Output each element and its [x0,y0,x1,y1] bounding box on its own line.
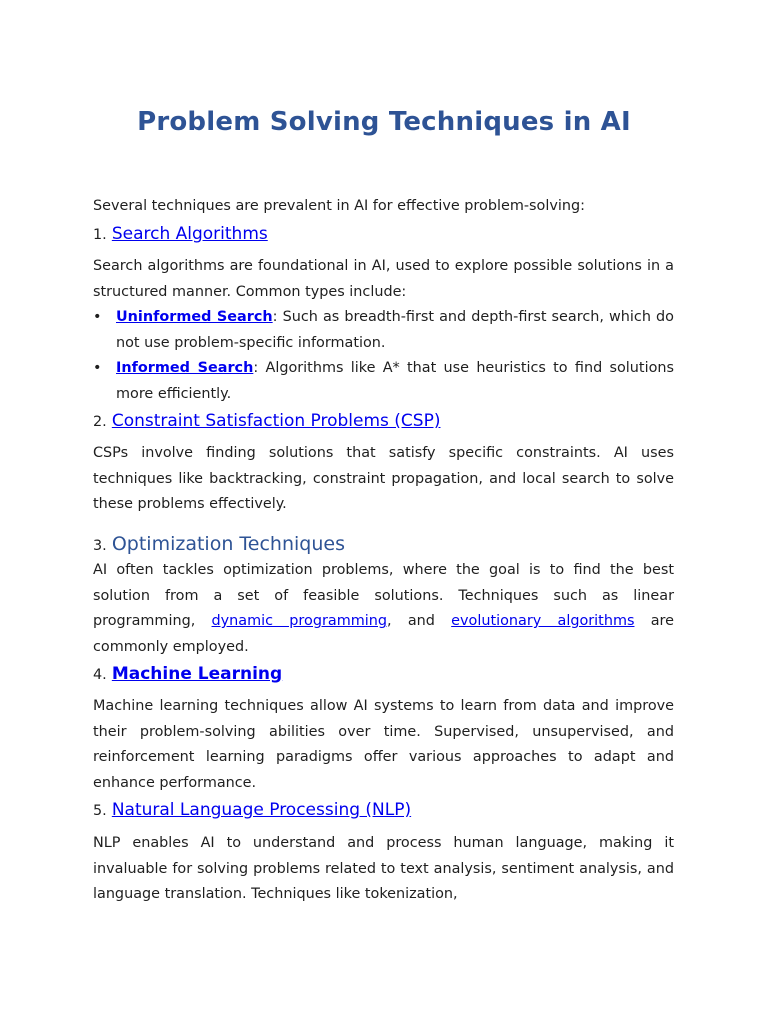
nlp-link[interactable]: Natural Language Processing (NLP) [111,800,412,820]
bullet-icon: • [93,360,102,376]
section-3-heading [93,530,674,560]
section-1-number: 1. [93,227,107,243]
page-title: Problem Solving Techniques in AI [137,107,631,137]
dynamic-programming-link[interactable]: dynamic programming [211,613,387,629]
section-3-body-mid: , and [387,613,452,629]
uninformed-search-text: : Such as breadth-first and depth-first search, which do not use problem-specific information. [116,309,674,351]
search-algorithms-link[interactable]: Search Algorithms [111,224,268,244]
section-2-body: CSPs involve finding solutions that satisfy specific constraints. AI uses techniques like backtracking, constraint propagation, and local search to solve these problems effectively. [93,445,674,512]
uninformed-search-link[interactable]: Uninformed Search [116,309,273,325]
section-4-body: Machine learning techniques allow AI systems to learn from data and improve their problem-solving abilities over time. Supervised, unsupervised, and reinforcement learning paradigms offer various approaches to adapt and enhance performance. [93,698,674,791]
csp-link[interactable]: Constraint Satisfaction Problems (CSP) [111,411,441,431]
machine-learning-link[interactable]: Machine Learning [111,664,283,684]
section-3-body-pre: AI often tackles optimization problems, where the goal is to find the best solution from a set of feasible solutions. Techniques such as linear programming, [93,562,674,629]
section-5-heading [93,797,674,824]
evolutionary-algorithms-link[interactable]: evolutionary algorithms [451,613,635,629]
list-item [93,356,674,407]
section-3-body [93,558,674,660]
section-3-number: 3. [93,538,107,554]
bullet-icon: • [93,309,102,325]
section-4-heading [93,661,674,688]
section-2-heading [93,408,674,435]
section-5-body: NLP enables AI to understand and process human language, making it invaluable for solving problems related to text analysis, sentiment analysis, and language translation. Techniques like tokenization, [93,835,674,902]
section-1-body: Search algorithms are foundational in AI, used to explore possible solutions in a structured manner. Common types include: [93,258,674,300]
section-1-heading [93,221,674,248]
informed-search-link[interactable]: Informed Search [116,360,254,376]
informed-search-text: : Algorithms like A* that use heuristics to find solutions more efficiently. [116,360,674,402]
section-2-number: 2. [93,414,107,430]
section-3-body-post: are commonly employed. [93,613,674,655]
list-item [93,305,674,356]
search-types-list [93,305,674,407]
section-4-number: 4. [93,667,107,683]
section-5-number: 5. [93,803,107,819]
intro-paragraph: Several techniques are prevalent in AI for effective problem-solving: [93,198,585,214]
optimization-heading-text: Optimization Techniques [111,533,345,555]
